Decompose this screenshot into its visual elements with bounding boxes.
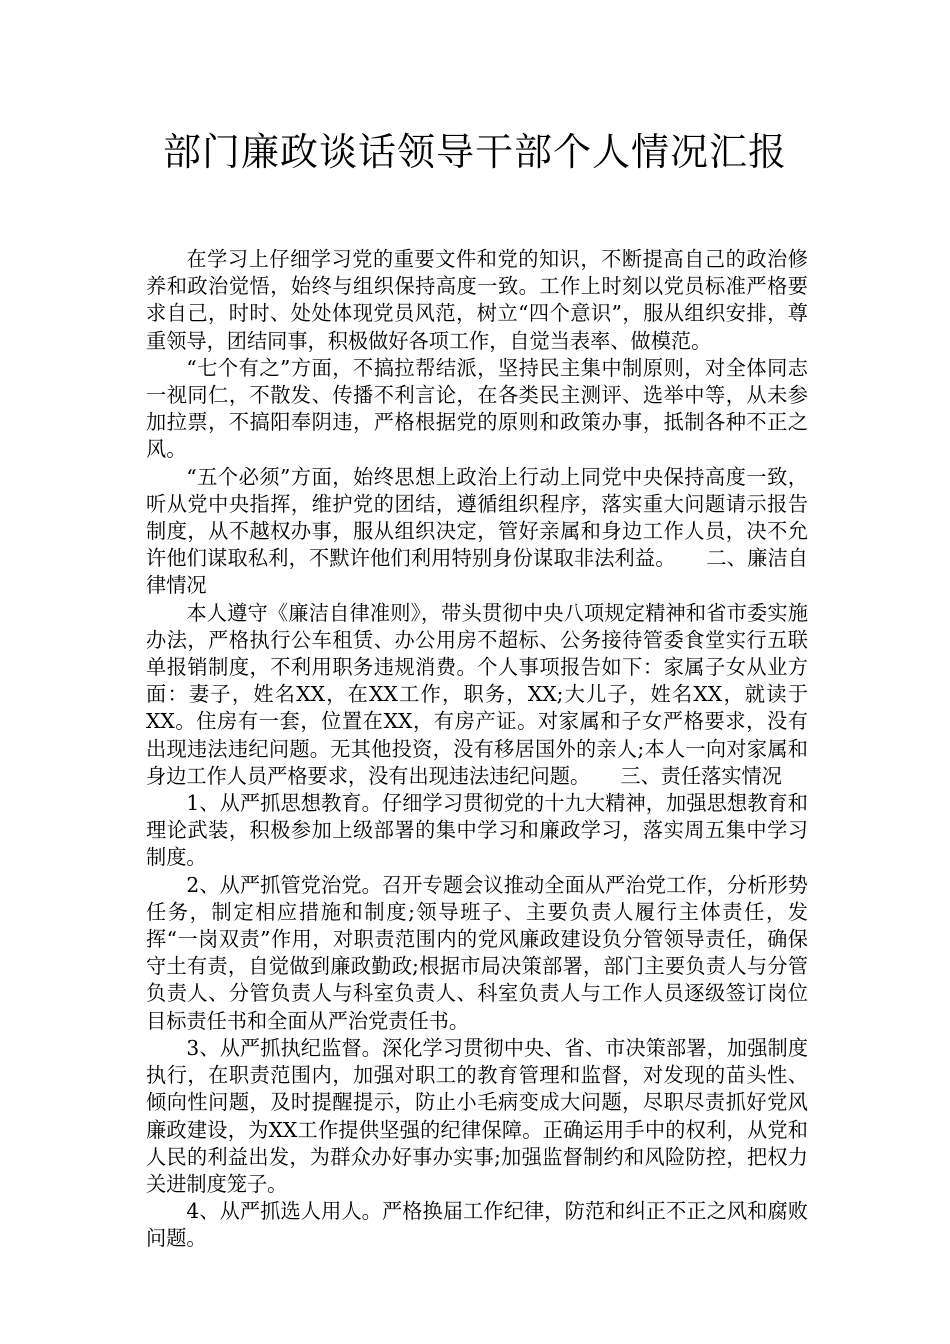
paragraph: 2、从严抓管党治党。召开专题会议推动全面从严治党工作，分析形势任务，制定相应措施和制度;领导班子、主要负责人履行主体责任，发挥“一岗双责”作用，对职责范围内的党风廉政建设负分管领导责任，确保守土有责，自觉做到廉政勤政;根据市局决策部署，部门主要负责人与分管负责人、分管负责人与科室负责人、科室负责人与工作人员逐级签订岗位目标责任书和全面从严治党责任书。 — [146, 872, 808, 1033]
document-title: 部门廉政谈话领导干部个人情况汇报 — [162, 130, 787, 174]
paragraph: 本人遵守《廉洁自律准则》，带头贯彻中央八项规定精神和省市委实施办法，严格执行公车租赁、办公用房不超标、公务接待管委食堂实行五联单报销制度，不利用职务违规消费。个人事项报告如下：家属子女从业方面：妻子，姓名XX，在XX工作，职务，XX;大儿子，姓名XX，就读于XX。住房有一套，位置在XX，有房产证。对家属和子女严格要求，没有出现违法违纪问题。无其他投资，没有移居国外的亲人;本人一向对家属和身边工作人员严格要求，没有出现违法违纪问题。 三、责任落实情况 — [146, 600, 808, 788]
paragraph: 3、从严抓执纪监督。深化学习贯彻中央、省、市决策部署，加强制度执行，在职责范围内，加强对职工的教育管理和监督，对发现的苗头性、倾向性问题，及时提醒提示，防止小毛病变成大问题，尽职尽责抓好党风廉政建设，为XX工作提供坚强的纪律保障。正确运用手中的权利，从党和人民的利益出发，为群众办好事办实事;加强监督制约和风险防控，把权力关进制度笼子。 — [146, 1035, 808, 1196]
paragraph: 1、从严抓思想教育。仔细学习贯彻党的十九大精神，加强思想教育和理论武装，积极参加上级部署的集中学习和廉政学习，落实周五集中学习制度。 — [146, 791, 808, 870]
paragraph: “五个必须”方面，始终思想上政治上行动上同党中央保持高度一致，听从党中央指挥，维护党的团结，遵循组织程序，落实重大问题请示报告制度，从不越权办事，服从组织决定，管好亲属和身边工作人员，决不允许他们谋取私利，不默许他们利用特别身份谋取非法利益。 二、廉洁自律情况 — [146, 464, 808, 598]
paragraph: 4、从严抓选人用人。严格换届工作纪律，防范和纠正不正之风和腐败问题。 — [146, 1199, 808, 1251]
paragraph: “七个有之”方面，不搞拉帮结派，坚持民主集中制原则，对全体同志一视同仁，不散发、传播不利言论，在各类民主测评、选举中等，从未参加拉票，不搞阳奉阴违，严格根据党的原则和政策办事，抵制各种不正之风。 — [146, 355, 808, 462]
document-body — [146, 246, 808, 1253]
paragraph: 在学习上仔细学习党的重要文件和党的知识，不断提高自己的政治修养和政治觉悟，始终与组织保持高度一致。工作上时刻以党员标准严格要求自己，时时、处处体现党员风范，树立“四个意识”，服从组织安排，尊重领导，团结同事，积极做好各项工作，自觉当表率、做模范。 — [146, 247, 808, 353]
